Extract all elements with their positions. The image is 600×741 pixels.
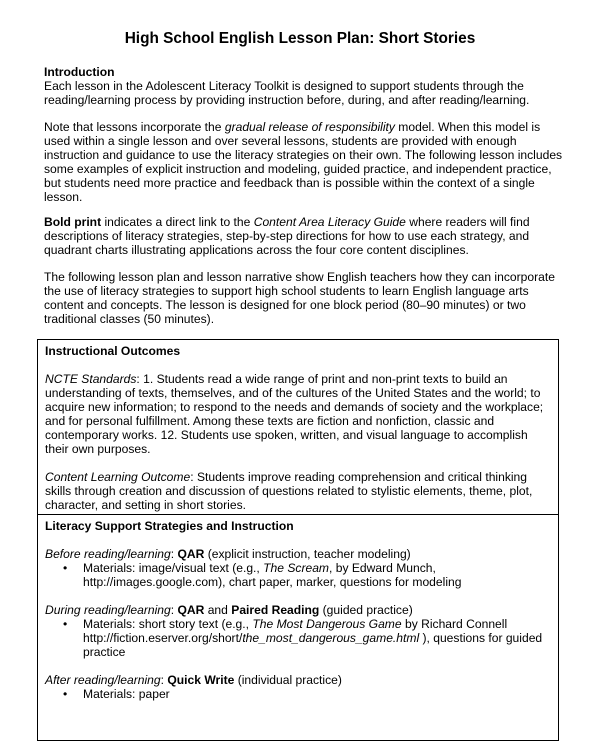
bullet-icon: •: [63, 617, 68, 631]
ncte-standards: NCTE Standards: 1. Students read a wide range of print and non-print texts to build an understanding of texts, themselves, and of the cultures of the United States and the world; to acquire new information; to respond to the needs and demands of society and the workplace; and for personal fulfillment. Among these texts are fiction and nonfiction, classic and contemporary works. 12. Students use spoken, written, and visual language to accomplish their own purposes.: [45, 372, 544, 456]
literacy-guide-title: Content Area Literacy Guide: [253, 215, 406, 229]
after-materials-list: [45, 687, 551, 701]
bold-print-term: Bold print: [44, 215, 102, 229]
strategies-cell: [38, 514, 558, 701]
intro-paragraph-2: Note that lessons incorporate the gradual release of responsibility model. When this model is used within a single lesson and over several lessons, students are provided with enough instruction and guidance to use the literacy strategies on their own. The following lesson includes some examples of explicit instruction and modeling, guided practice, and independent practice, but students need more practice and feedback than is possible within the context of a single lesson.: [44, 120, 563, 204]
lesson-table: [37, 339, 559, 741]
qar-strategy: QAR: [177, 547, 205, 561]
list-item: • Materials: short story text (e.g., The Most Dangerous Game by Richard Connell http://fiction.eserver.org/short/the_most_dangerous_game.html ), questions for guided practice: [63, 617, 543, 659]
quick-write-strategy: Quick Write: [167, 673, 235, 687]
outcomes-heading: Instructional Outcomes: [45, 344, 181, 358]
before-reading-line: Before reading/learning: QAR (explicit instruction, teacher modeling): [45, 547, 411, 561]
content-learning-outcome: Content Learning Outcome: Students improve reading comprehension and critical thinking skills through creation and discussion of questions related to stylistic elements, theme, plot, character, and setting in short stories.: [45, 470, 533, 512]
page-title: High School English Lesson Plan: Short Stories: [124, 30, 476, 47]
intro-heading: Introduction: [44, 65, 115, 79]
after-reading-line: After reading/learning: Quick Write (individual practice): [45, 673, 342, 687]
during-materials-list: [45, 617, 551, 659]
list-item: • Materials: paper: [63, 687, 170, 701]
intro-section: [44, 65, 564, 107]
gradual-release-term: gradual release of responsibility: [224, 120, 395, 134]
paired-reading-strategy: Paired Reading: [231, 603, 320, 617]
qar-strategy-2: QAR: [177, 603, 205, 617]
list-item: • Materials: image/visual text (e.g., The Scream, by Edward Munch, http://images.google.com), chart paper, marker, questions for modeling: [63, 561, 462, 589]
bullet-icon: •: [63, 687, 68, 701]
outcomes-cell: [38, 340, 558, 514]
intro-paragraph-1: Each lesson in the Adolescent Literacy Toolkit is designed to support students through the reading/learning process by providing instruction before, during, and after reading/learning.: [44, 79, 530, 107]
bullet-icon: •: [63, 561, 68, 575]
intro-paragraph-4: The following lesson plan and lesson narrative show English teachers how they can incorporate the use of literacy strategies to support high school students to learn English language arts content and concepts. The lesson is designed for one block period (80–90 minutes) or two traditional classes (50 minutes).: [44, 270, 555, 326]
during-reading-line: During reading/learning: QAR and Paired Reading (guided practice): [45, 603, 413, 617]
intro-paragraph-3: Bold print indicates a direct link to the Content Area Literacy Guide where readers will find descriptions of literacy strategies, step-by-step directions for how to use each strategy, and quadrant charts illustrating applications across the four core content disciplines.: [44, 215, 530, 257]
before-materials-list: [45, 561, 551, 589]
strategies-heading: Literacy Support Strategies and Instruction: [45, 519, 294, 533]
